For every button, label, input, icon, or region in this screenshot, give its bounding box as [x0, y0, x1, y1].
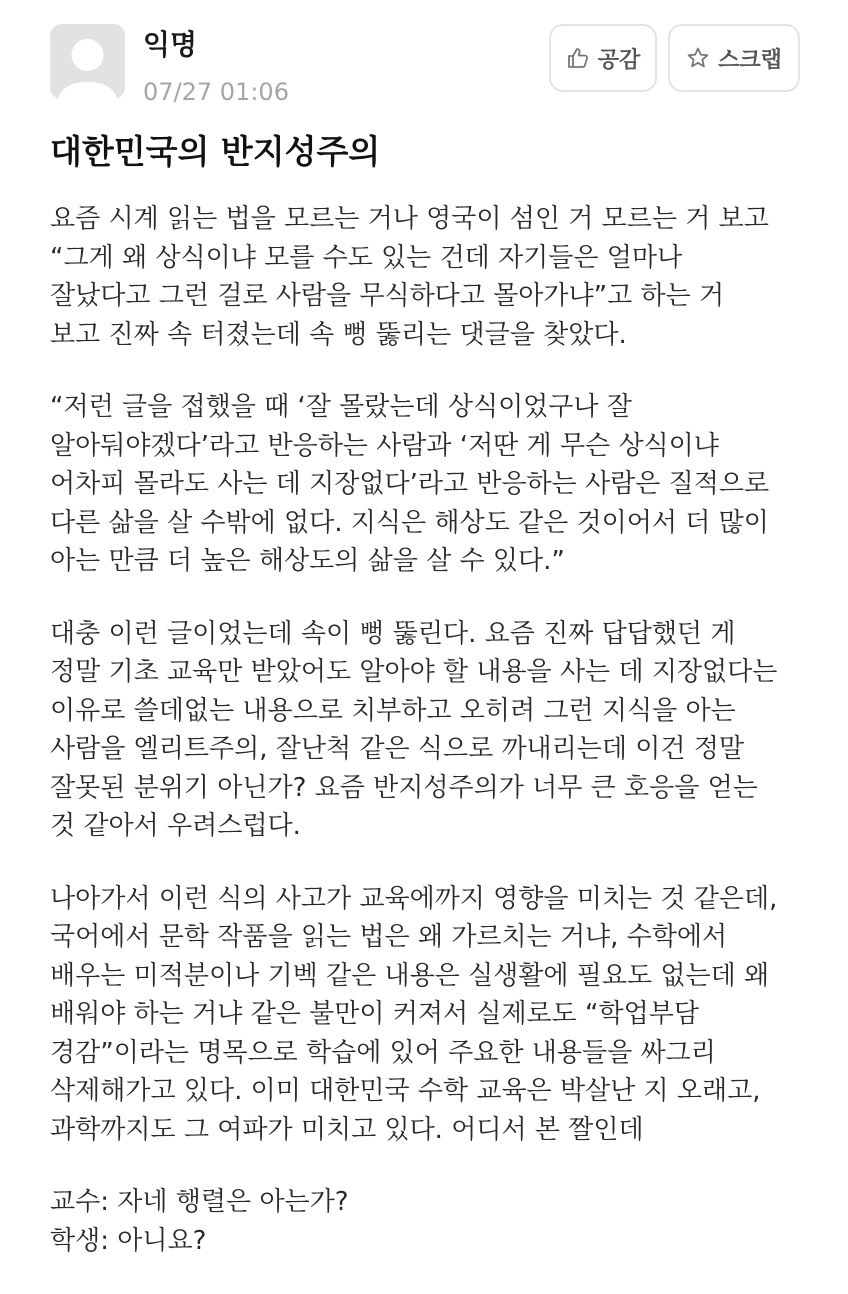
- post-body: [50, 200, 820, 1294]
- scrap-button[interactable]: [668, 24, 800, 92]
- post-paragraph: [50, 880, 820, 1150]
- body-line: 삭제해가고 있다. 이미 대한민국 수학 교육은 박살난 지 오래고,: [50, 1076, 761, 1106]
- post-header: [0, 0, 848, 110]
- body-line: 학생: 아니요?: [50, 1225, 207, 1256]
- body-line: 경감”이라는 명목으로 학습에 있어 주요한 내용들을 싸그리: [50, 1037, 716, 1068]
- star-outline-icon: [686, 46, 710, 70]
- body-line: “그게 왜 상식이냐 모를 수도 있는 건데 자기들은 얼마나: [50, 242, 683, 273]
- body-line: 나아가서 이런 식의 사고가 교육에까지 영향을 미치는 것 같은데,: [50, 883, 778, 914]
- body-line: 알아둬야겠다’라고 반응하는 사람과 ‘저딴 게 무슨 상식이냐: [50, 430, 719, 461]
- scrap-button-label: 스크랩: [718, 47, 782, 73]
- like-button[interactable]: [549, 24, 657, 92]
- body-line: 보고 진짜 속 터졌는데 속 뻥 뚫리는 댓글을 찾았다.: [50, 319, 627, 350]
- body-line: 이유로 쓸데없는 내용으로 치부하고 오히려 그런 지식을 아는: [50, 695, 736, 726]
- author-name: 익명: [143, 28, 198, 61]
- body-line: 대충 이런 글이었는데 속이 뻥 뚫린다. 요즘 진짜 답답했던 게: [50, 618, 736, 649]
- body-line: 배워야 하는 거냐 같은 불만이 커져서 실제로도 “학업부담: [50, 999, 699, 1029]
- body-line: 아는 만큼 더 높은 해상도의 삶을 살 수 있다.”: [50, 546, 565, 576]
- body-line: 과학까지도 그 여파가 미치고 있다. 어디서 본 짤인데: [50, 1114, 644, 1145]
- body-line: 국어에서 문학 작품을 읽는 법은 왜 가르치는 거냐, 수학에서: [50, 922, 728, 952]
- body-line: “저런 글을 접했을 때 ‘잘 몰랐는데 상식이었구나 잘: [50, 392, 632, 422]
- body-line: 것 같아서 우려스럽다.: [50, 811, 301, 841]
- body-line: 사람을 엘리트주의, 잘난척 같은 식으로 까내리는데 이건 정말: [50, 734, 745, 764]
- body-line: 다른 삶을 살 수밖에 없다. 지식은 해상도 같은 것이어서 더 많이: [50, 507, 769, 538]
- post-paragraph: [50, 1183, 820, 1260]
- body-line: 어차피 몰라도 사는 데 지장없다’라고 반응하는 사람은 질적으로: [50, 469, 770, 499]
- post-paragraph: [50, 615, 820, 846]
- default-user-avatar-icon: [50, 24, 125, 99]
- like-button-label: 공감: [597, 47, 641, 73]
- body-line: 잘못된 분위기 아닌가? 요즘 반지성주의가 너무 큰 호응을 얻는: [50, 772, 758, 803]
- body-line: 배우는 미적분이나 기벡 같은 내용은 실생활에 필요도 없는데 왜: [50, 960, 770, 991]
- body-line: 요즘 시계 읽는 법을 모르는 거나 영국이 섬인 거 모르는 거 보고: [50, 204, 769, 234]
- post-paragraph: [50, 388, 820, 581]
- post-title: 대한민국의 반지성주의: [50, 132, 381, 171]
- body-line: 잘났다고 그런 걸로 사람을 무식하다고 몰아가냐”고 하는 거: [50, 281, 725, 311]
- post-paragraph: [50, 200, 820, 354]
- body-line: 교수: 자네 행렬은 아는가?: [50, 1187, 349, 1217]
- thumbs-up-icon: [566, 46, 590, 70]
- post-timestamp: 07/27 01:06: [143, 78, 289, 106]
- body-line: 정말 기초 교육만 받았어도 알아야 할 내용을 사는 데 지장없다는: [50, 657, 778, 687]
